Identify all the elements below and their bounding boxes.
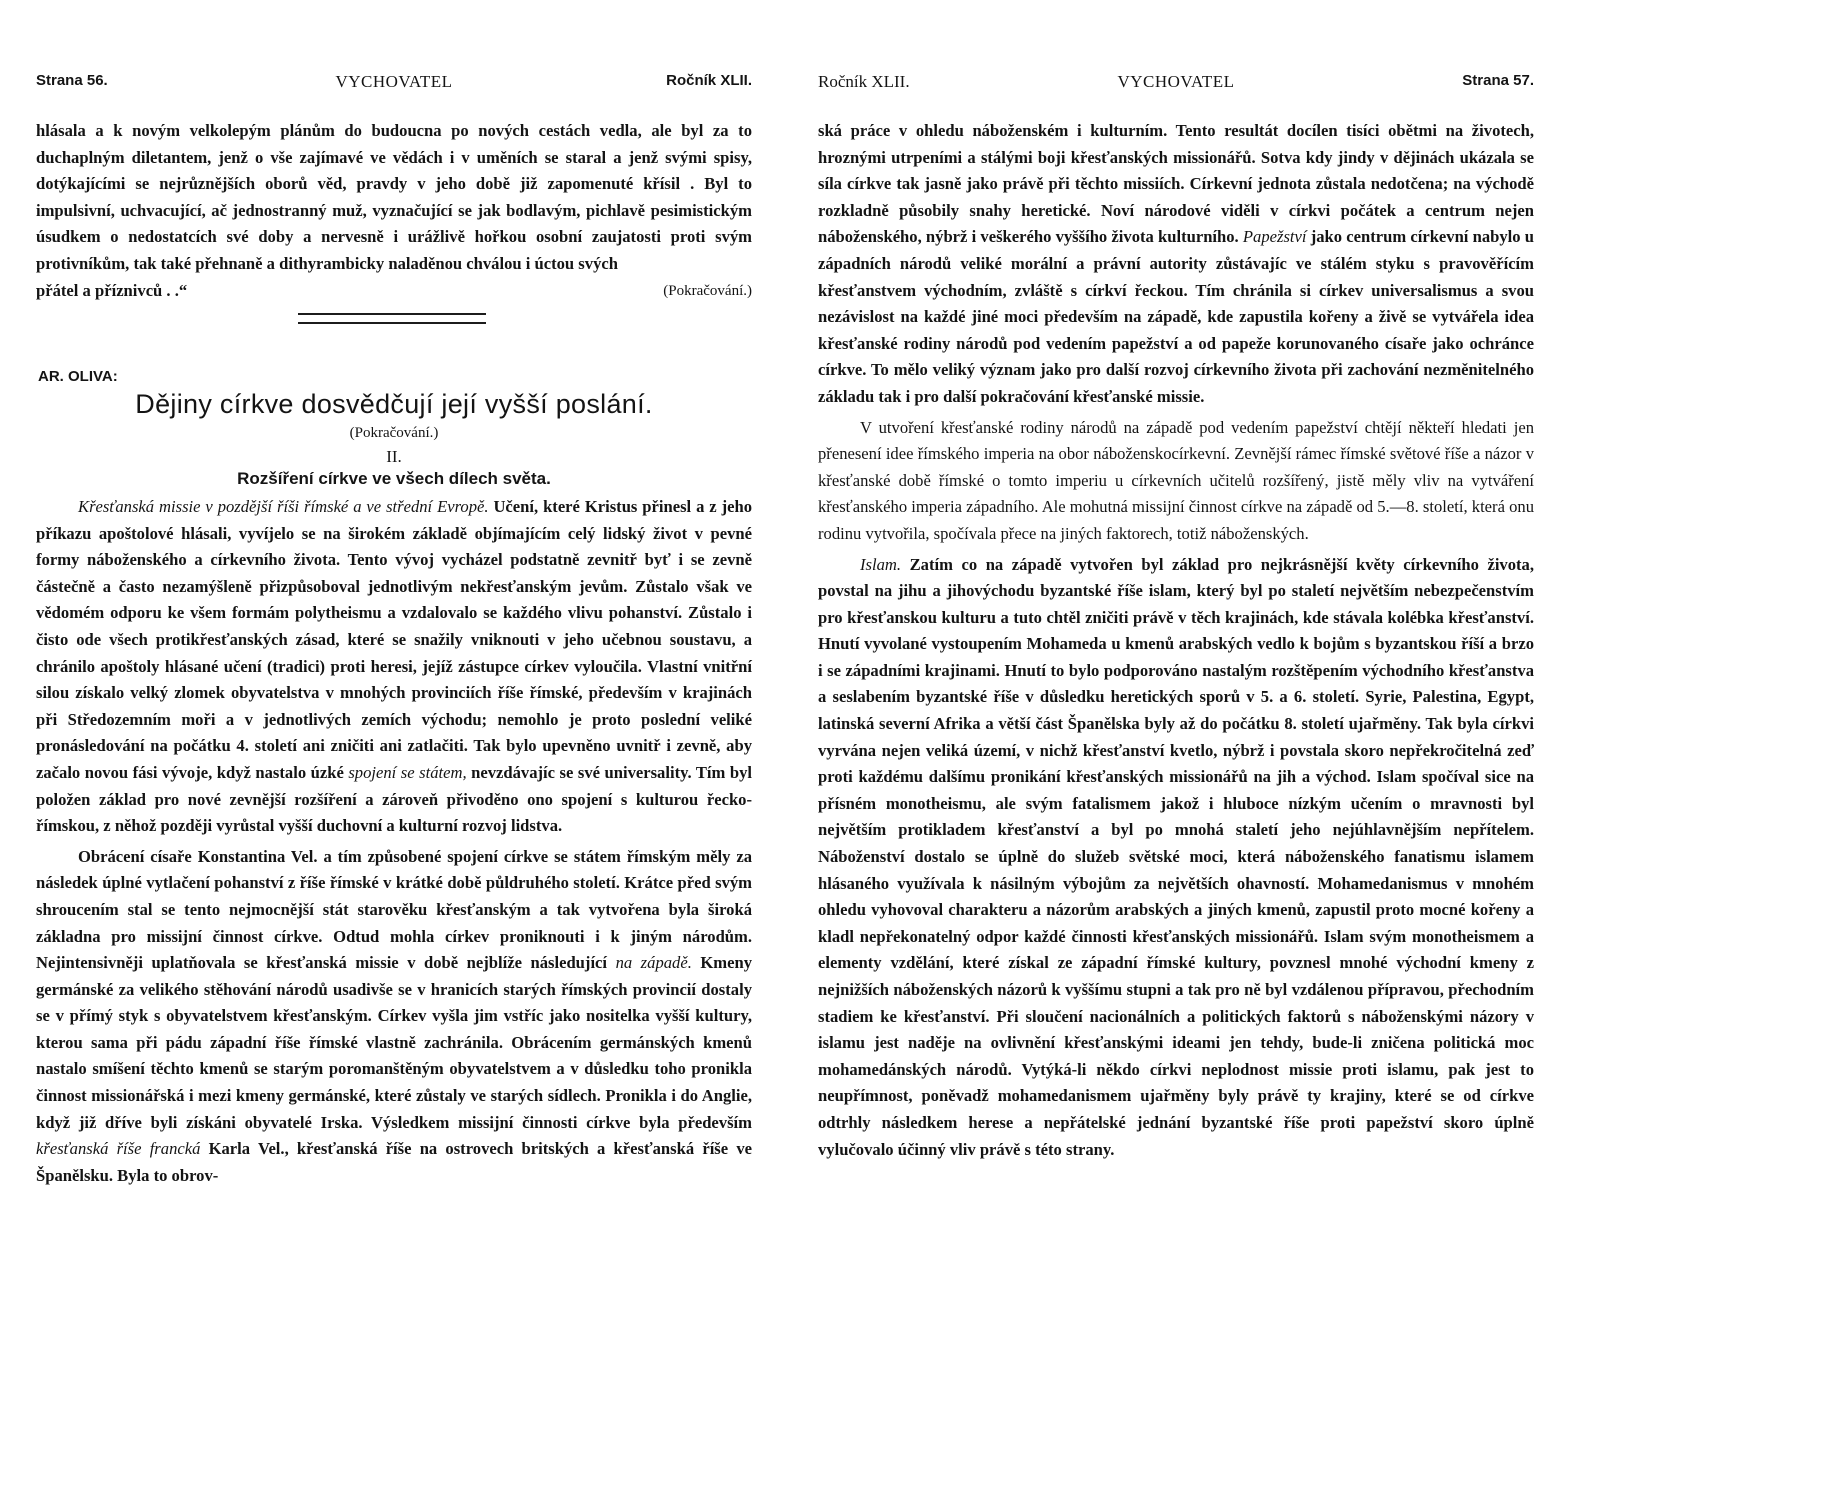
section-title: Rozšíření církve ve všech dílech světa. <box>237 469 551 488</box>
section-number: II. <box>386 447 402 466</box>
article-subnote: (Pokračování.) <box>349 425 439 441</box>
right-running-head <box>818 72 1534 94</box>
right-volume: Ročník XLII. <box>818 72 910 91</box>
right-article-text <box>818 118 1534 1163</box>
paragraph-1-text-c: nevzdávajíc se své universality. Tím byl položen základ pro nové zevnější rozšíření a zároveň přivoděno ono spojení s kulturou řecko-římskou, z něhož později vyrůstal vyšší duchovní a kulturní rozvoj lidstva. <box>36 762 752 836</box>
paragraph-2-text-e: Karla Vel., křesťanská říše na ostrovech britských a křesťanská říše ve Španělsku. Byla to obrov- <box>36 1139 752 1185</box>
left-page-number: Strana 56. <box>36 72 108 89</box>
article-title: Dějiny církve dosvědčují její vyšší poslání. <box>135 389 653 419</box>
article-paragraph-1 <box>36 494 752 840</box>
paragraph-2-text-a: Obrácení císaře Konstantina Vel. a tím způsobené spojení církve se státem římským měly za následek úplné vytlačení pohanství z říše římské v krátké době půldruhého století. Krátce před svým shroucením stal se tento nejmocnější stát starověku křesťanským a tak vytvořena byla široká základna pro missijní činnost církve. Odtud mohla církev proniknouti i k jiným národům. Nejintensivněji uplatňovala se křesťanská missie v době nejblíže následující <box>36 846 752 973</box>
right-paragraph-3 <box>818 552 1534 1164</box>
right-paragraph-2-text: V utvoření křesťanské rodiny národů na západě pod vedením papežství chtějí někteří hledati jen přenesení idee římského imperia na obor náboženskocírkevní. Zevnější rámec římské světové říše a názor v křesťanské době římské o tomto imperiu u církevních učitelů rozšířený, jistě měly vliv na vytváření křesťanského imperia západního. Ale mohutná missijní činnost církve na západě od 5.—8. století, která onu rodinu vytvořila, spočívala přece na jiných faktorech, totiž náboženských. <box>818 417 1534 543</box>
right-paragraph-1-italic: Papežství <box>1242 227 1307 247</box>
paragraph-1-lead: Křesťanská missie v pozdější říši římské a ve střední Evropě. <box>78 497 489 516</box>
article-author: AR. OLIVA: <box>38 368 118 385</box>
left-running-head <box>36 72 752 94</box>
left-volume: Ročník XLII. <box>666 72 752 89</box>
article-paragraph-2 <box>36 844 752 1190</box>
continuation-last-words: přátel a příznivců . .“ <box>36 280 188 300</box>
right-journal-title: VYCHOVATEL <box>1117 72 1235 91</box>
section-divider <box>298 313 486 324</box>
continuation-body: hlásala a k novým velkolepým plánům do budoucna po nových cestách vedla, ale byl za to duchaplným diletantem, jenž o vše zajímavé ve vědách i v uměních se staral a jenž svými spisy, dotýkajícími se nejrůznějších oborů věd, pravdy v jeho době již zapomenuté křísil . Byl to impulsivní, uchvacující, ač jednostranný muž, vyznačující se jak bodlavým, pichlavě pesimistickým úsudkem o nedostatcích své doby a nervesně i urážlivě hořkou osobní zaujatosti proti svým protivníkům, tak také přehnaně a dithyrambicky naladěnou chválou i úctou svých <box>36 121 752 273</box>
continued-note: (Pokračování.) <box>663 282 752 299</box>
right-page <box>818 0 1534 1284</box>
right-paragraph-3-text: Zatím co na západě vytvořen byl základ pro nejkrásnější květy církevního života, povstal na jihu a jihovýchodu byzantské říše islam, který byl po staletí největším nebezpečenstvím pro křesťanskou kulturu a tuto chtěl zničiti právě v těch krajinách, kde stávala kolébka křesťanství. Hnutí vyvolané vystoupením Mohameda u kmenů arabských vedlo k bojům s byzantskou říší a brzo i se západními krajinami. Hnutí to bylo podporováno nastalým rozštěpením východního křesťanstva a seslabením byzantské říše v důsledku heretických sporů v 5. a 6. století. Syrie, Palestina, Egypt, latinská severní Afrika a větší část Španělska byly až do počátku 8. století ujařměny. Tak byla církvi vyrvána nejen veliká území, v nichž křesťanství kvetlo, nýbrž i povstala skoro nepřekročitelná zeď proti každému dalšímu pronikání křesťanských missionářů na jih a východ. Islam spočíval sice na přísném monotheismu, ale svým fatalismem jakož i hluboce nízkým učením o mravnosti byl největším protikladem křesťanství a byl po mnohá staletí jeho nejúhlavnějším nepřítelem. Náboženství dostalo se úplně do služeb světské moci, která náboženského fanatismu islamem hlásaného využívala k násilným výbojům za největších ohavností. Mohamedanismus v mnohém ohledu vyhovoval charakteru a názorům arabských a jiných kmenů, zapustil proto mocné kořeny a kladl nepřekonatelný odpor každé činnosti křesťanských missionářů. Islam svým monotheismem a elementy vzdělání, které získal ze západní římské kultury, povznesl mnohé východní kmeny z nejnižších náboženských názorů k vyššímu stupni a tak pro ně byl vzdálenou přípravou, přechodním stadiem ke křesťanství. Při sloučení nacionálních a politických faktorů s náboženskými názory v islamu jest naděje na ovlivnění křesťanskými ideami jen tehdy, bude-li zničena politická moc mohamedánských národů. Vytýká-li někdo církvi neplodnost missie proti islamu, pak jest to neupřímnost, poněvadž mohamedanismem ujařměny byly právě ty krajiny, které se od církve odtrhly následkem herese a nepřátelské jednání byzantské říše proti papežství skoro úplně vylučovalo účinný vliv právě s této strany. <box>818 554 1534 1159</box>
right-paragraph-1 <box>818 118 1534 411</box>
continuation-paragraph <box>36 118 752 278</box>
paragraph-2-italic-b: na západě. <box>615 953 692 973</box>
paragraph-1-text-a: Učení, které Kristus přinesl a z jeho příkazu apoštolové hlásali, vyvíjelo se na širokém základě objímajícím celý lidský život v pevné formy náboženského a církevního života. Tento vývoj vycházel podstatně zevnitř byť i se zevně částečně a často nezamýšleně přizpůsoboval jednotlivým nekřesťanským jevům. Zůstalo však ve vědomém odporu ke všem formám polytheismu a vzdalovalo se každého vlivu pohanství. Zůstalo i čisto ode všech protikřesťanských zásad, které se snažily vniknouti v jeho učebnou soustavu, a chránilo apoštoly hlásané učení (tradici) proti heresi, jejíž zástupce církev vyloučila. Vlastní vnitřní silou získalo velký zlomek obyvatelstva v mnohých provinciích říše římské, především v krajinách při Středozemním moři a v jednotlivých zemích východu; nemohlo je proto poslední veliké pronásledování na počátku 4. století ani zničiti ani zatlačiti. Tak bylo upevněno uvnitř i zevně, aby začalo novou fási vývoje, když nastalo úzké <box>36 497 752 782</box>
paragraph-1-italic: spojení se státem, <box>348 762 467 782</box>
left-page <box>36 0 752 1284</box>
left-journal-title: VYCHOVATEL <box>335 72 453 91</box>
left-article-text <box>36 494 752 1189</box>
right-paragraph-2 <box>818 415 1534 548</box>
paragraph-2-italic-d: křesťanská říše francká <box>36 1139 201 1159</box>
right-paragraph-1-text-b: jako centrum církevní nabylo u západních národů veliké morální a právní autority zůstávajíc ve stálém styku s pravověřícím křesťanstvem východním, zvláště s církví řeckou. Tím chránila si církev universalismus a svou nezávislost na každé jiné moci především na západě, kde zapustila kořeny a živě se vytvářela idea křesťanské rodiny národů pod vedením papežství a od papeže korunovaného císaře jako ochránce církve. To mělo veliký význam jako pro další rozvoj církevního života při zachování nezměnitelného základu tak i pro další pokračování křesťanské missie. <box>818 227 1534 406</box>
paragraph-2-text-c: Kmeny germánské za velikého stěhování národů usadivše se v hranicích starých římských provincií dostaly se v přímý styk s obyvatelstvem křesťanským. Církev vyšla jim vstříc jako nositelka vyšší kultury, kterou sama při pádu západní říše římské vlastně zachránila. Obrácením germánských kmenů nastalo smíšení těchto kmenů se starým poromanštěným obyvatelstvem a v důsledku toho pronikla činnost missionářská i mezi kmeny germánské, které zůstaly ve starých sídlech. Pronikla i do Anglie, když již dříve byli získáni obyvatelé Irska. Výsledkem missijní činnosti církve byla především <box>36 953 752 1132</box>
continuation-last-line <box>36 278 752 305</box>
right-paragraph-3-lead: Islam. <box>860 554 902 574</box>
right-paragraph-1-text: ská práce v ohledu náboženském i kulturním. Tento resultát docílen tisíci obětmi na životech, hroznými utrpeními a stálými boji křesťanských missionářů. Sotva kdy jindy v dějinách ukázala se síla církve tak jasně jako právě při těchto missiích. Církevní jednota zůstala nedotčena; na východě rozkladně působily snahy heretické. Noví národové viděli v církvi počátek a centrum nejen náboženského, nýbrž i veškerého vyššího života kulturního. <box>818 121 1534 247</box>
right-page-number: Strana 57. <box>1462 72 1534 89</box>
left-continuation-text <box>36 118 752 304</box>
